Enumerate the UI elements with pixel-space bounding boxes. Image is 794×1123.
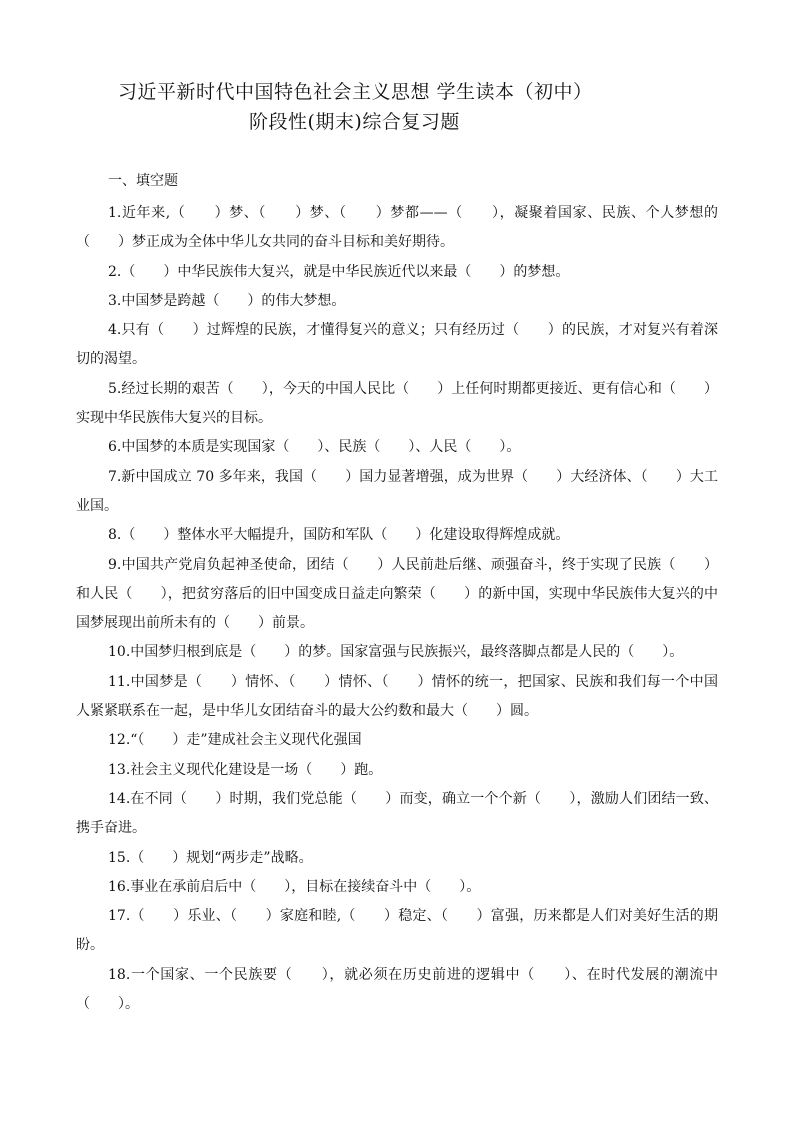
question-item: 2.（ ）中华民族伟大复兴，就是中华民族近代以来最（ ）的梦想。 <box>108 263 570 280</box>
document-title: 习近平新时代中国特色社会主义思想 学生读本（初中） <box>118 81 593 103</box>
question-item: 12.“（ ）走”建成社会主义现代化强国 <box>108 732 362 749</box>
question-item: 10.中国梦归根到底是（ ）的梦。国家富强与民族振兴，最终落脚点都是人民的（ ）。 <box>108 644 684 661</box>
question-item: 1.近年来,（ ）梦、（ ）梦、（ ）梦都——（ ），凝聚着国家、民族、个人梦想的（ ）梦正成为全体中华儿女共同的奋斗目标和美好期待。 <box>76 205 718 251</box>
question-item: 18.一个国家、一个民族要（ ），就必须在历史前进的逻辑中（ ）、在时代发展的潮流中（ ）。 <box>76 966 718 1013</box>
question-item: 7.新中国成立 70 多年来，我国（ ）国力显著增强，成为世界（ ）大经济体、（ ）大工业国。 <box>76 468 718 514</box>
question-item: 11.中国梦是（ ）情怀、（ ）情怀、（ ）情怀的统一，把国家、民族和我们每一个中国人紧紧联系在一起，是中华儿女团结奋斗的最大公约数和最大（ ）圆。 <box>76 673 718 720</box>
question-item: 13.社会主义现代化建设是一场（ ）跑。 <box>108 761 383 778</box>
question-item: 15.（ ）规划“两步走”战略。 <box>108 849 313 866</box>
question-item: 5.经过长期的艰苦（ ），今天的中国人民比（ ）上任何时期都更接近、更有信心和（ ）实现中华民族伟大复兴的目标。 <box>76 380 718 427</box>
question-item: 14.在不同（ ）时期，我们党总能（ ）而变，确立一个个新（ ），激励人们团结一致、携手奋进。 <box>76 790 718 837</box>
section-heading: 一、填空题 <box>108 173 178 189</box>
question-item: 6.中国梦的本质是实现国家（ ）、民族（ ）、人民（ ）。 <box>108 439 521 456</box>
question-item: 16.事业在承前启后中（ ），目标在接续奋斗中（ ）。 <box>108 878 481 895</box>
question-item: 17.（ ）乐业、（ ）家庭和睦,（ ）稳定、（ ）富强，历来都是人们对美好生活的期盼。 <box>76 908 718 954</box>
document-subtitle: 阶段性(期末)综合复习题 <box>249 111 460 133</box>
question-item: 3.中国梦是跨越（ ）的伟大梦想。 <box>108 292 346 309</box>
question-item: 9.中国共产党肩负起神圣使命，团结（ ）人民前赴后继、顽强奋斗，终于实现了民族（ ）和人民（ ），把贫穷落后的旧中国变成日益走向繁荣（ ）的新中国，实现中华民族伟大复兴的中国梦展现出前所未有的（ ）前景。 <box>76 556 718 632</box>
question-list <box>76 199 718 1019</box>
question-item: 8.（ ）整体水平大幅提升，国防和军队（ ）化建设取得辉煌成就。 <box>108 527 570 544</box>
question-item: 4.只有（ ）过辉煌的民族，才懂得复兴的意义；只有经历过（ ）的民族，才对复兴有着深切的渴望。 <box>76 322 718 368</box>
